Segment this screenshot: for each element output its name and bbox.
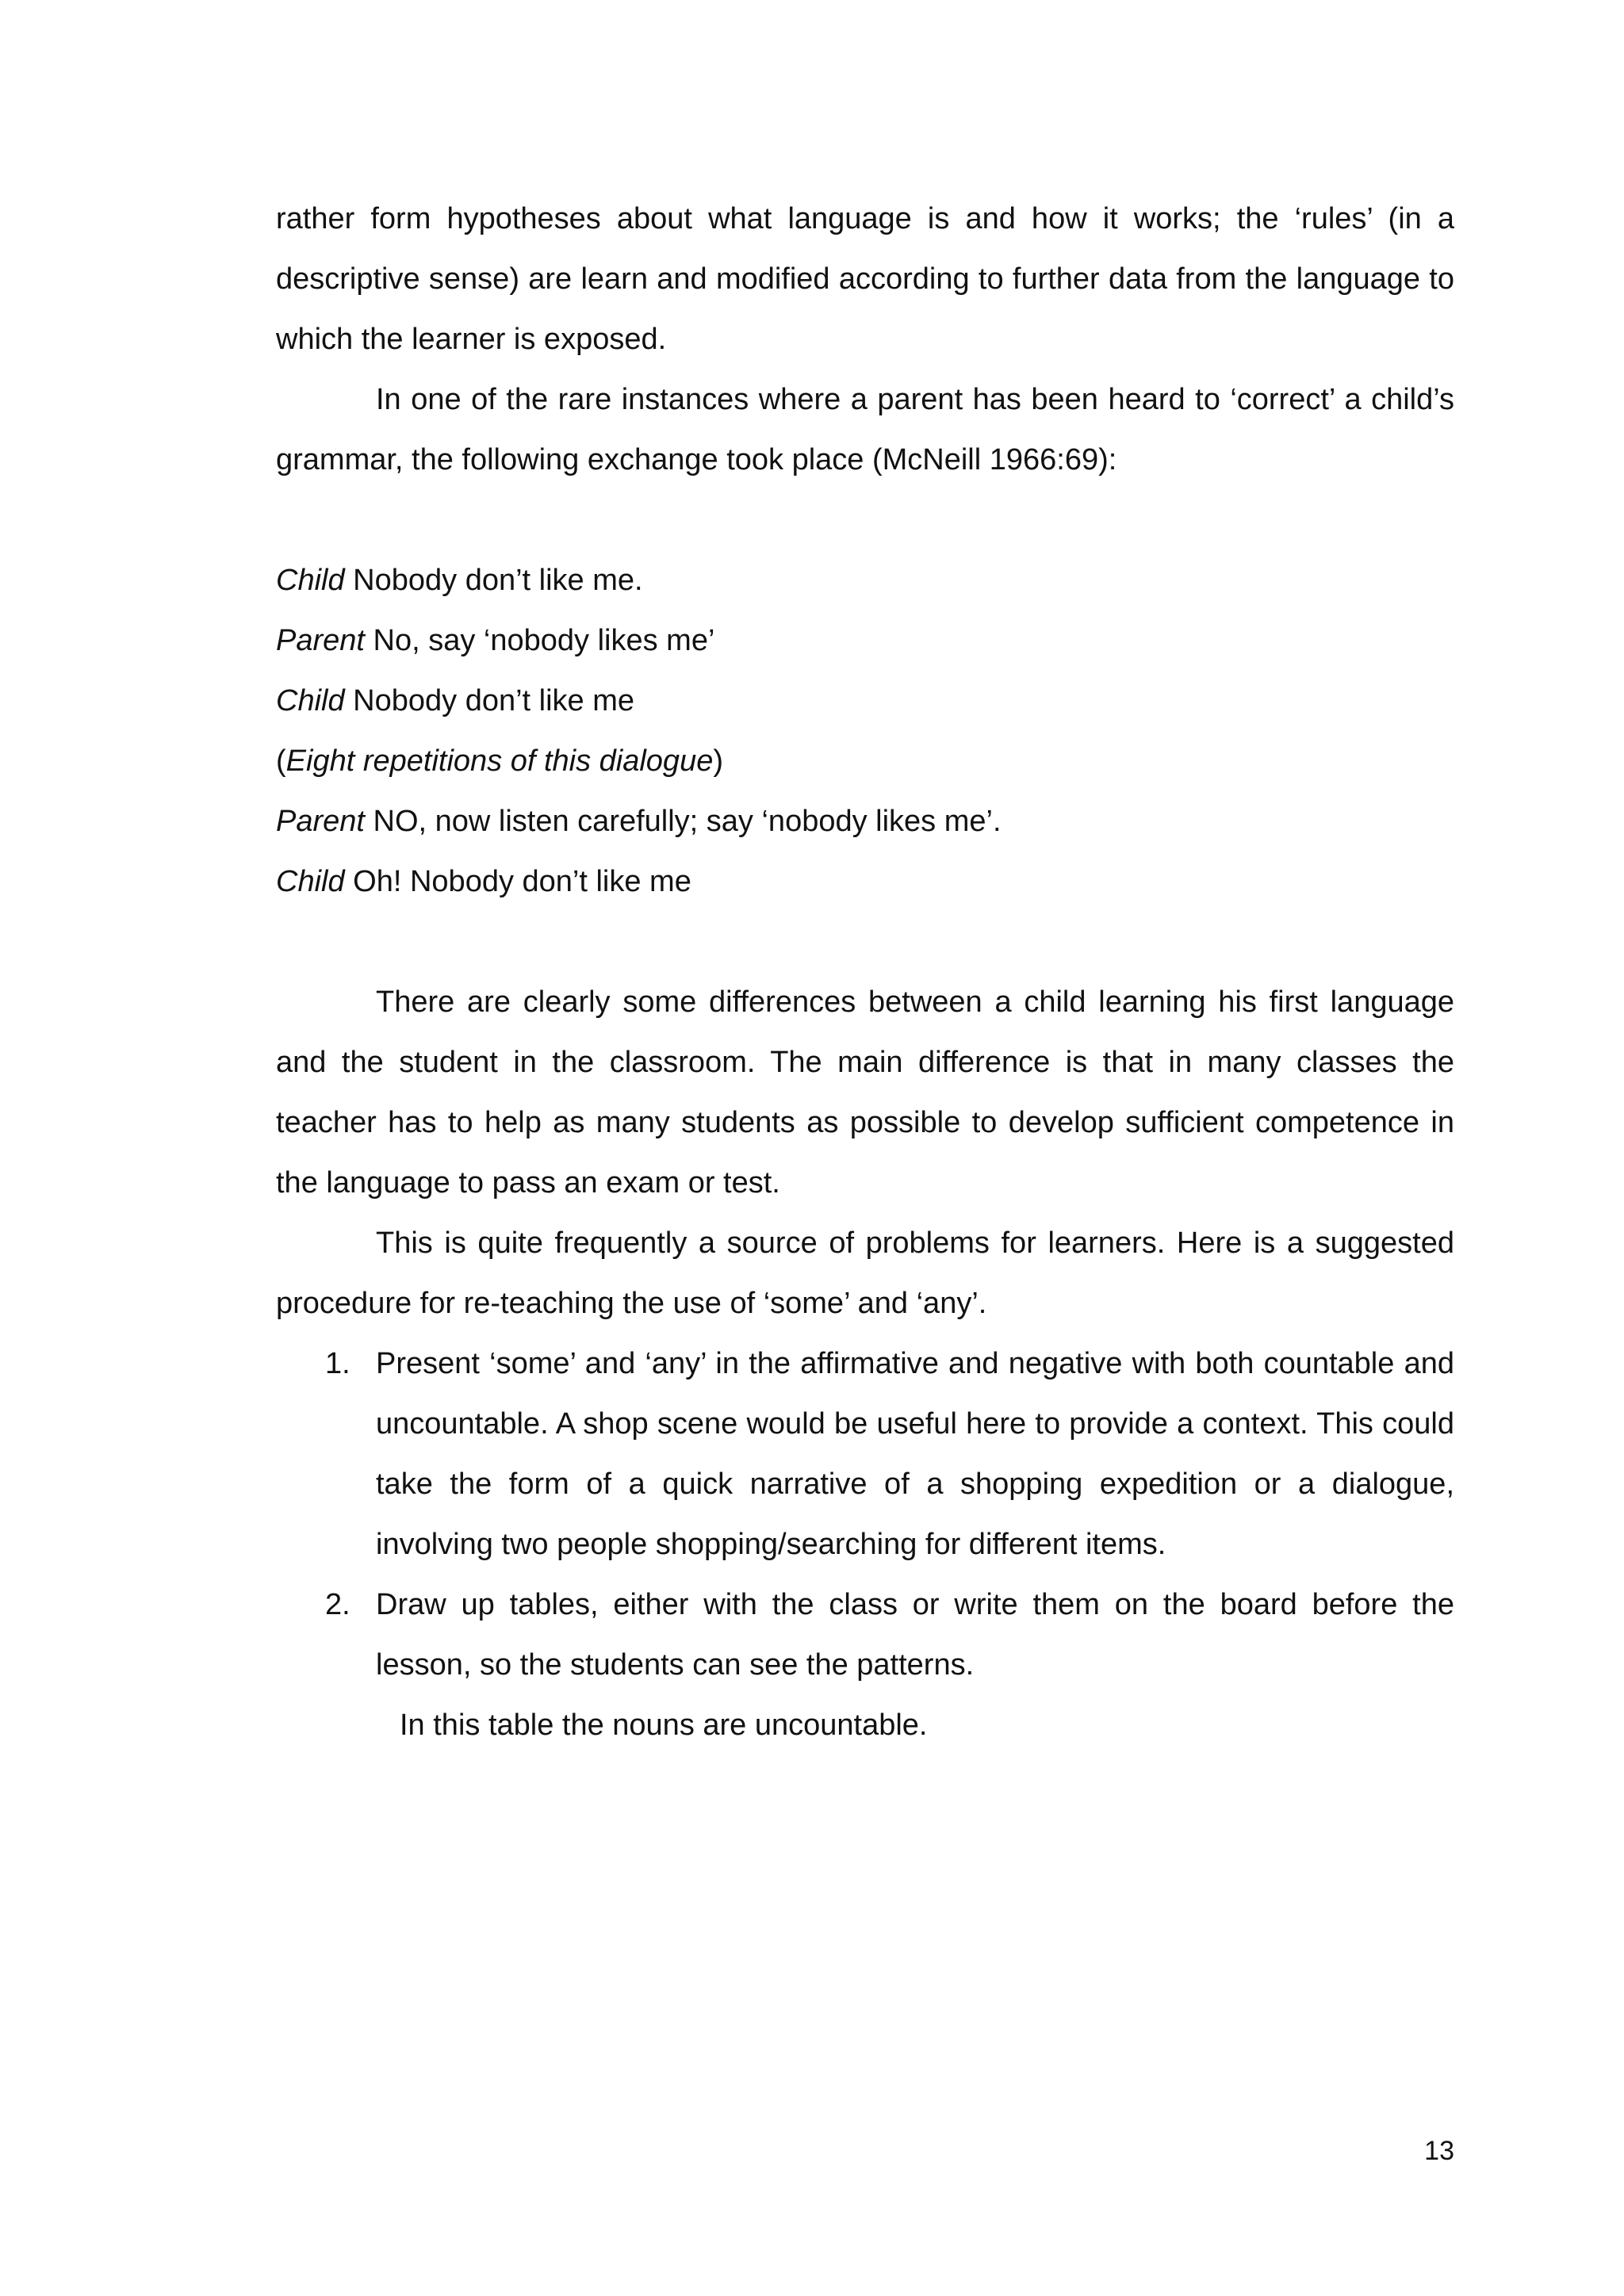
stage-note-text: Eight repetitions of this dialogue — [285, 744, 714, 778]
dialogue-text: Oh! Nobody don’t like me — [353, 865, 691, 898]
paragraph-continuation: rather form hypotheses about what language is and how it works; the ‘rules’ (in a descriptive sense) are learn and modified according to further data from the language to which the learner is exposed. — [276, 202, 1454, 356]
dialogue-text: Nobody don’t like me. — [353, 564, 643, 597]
procedure-steps-list — [276, 1334, 1454, 1695]
list-item-text: Present ‘some’ and ‘any’ in the affirmative and negative with both countable and uncountable. A shop scene would be useful here to provide a context. This could take the form of a quick narrative of a shopping expedition or a dialogue, involving two people shopping/searching for different items. — [376, 1347, 1454, 1561]
dialogue-speaker: Parent — [276, 624, 365, 657]
dialogue-line — [276, 610, 1454, 671]
paragraph-parent-correction: In one of the rare instances where a parent has been heard to ‘correct’ a child’s grammar, the following exchange took place (McNeill 1966:69): — [276, 383, 1454, 476]
dialogue-speaker: Child — [276, 684, 345, 718]
dialogue-text: Nobody don’t like me — [353, 684, 635, 718]
page-body — [276, 189, 1454, 1755]
paragraph-differences: There are clearly some differences between a child learning his first language and the student in the classroom. The main difference is that in many classes the teacher has to help as many students as possible to develop sufficient competence in the language to pass an exam or test. — [276, 985, 1454, 1200]
page-number: 13 — [1424, 2136, 1454, 2166]
dialogue-stage-note — [276, 731, 1454, 791]
dialogue-line — [276, 791, 1454, 851]
list-item — [276, 1334, 1454, 1575]
paragraph-procedure: This is quite frequently a source of problems for learners. Here is a suggested procedure for re-teaching the use of ‘some’ and ‘any’. — [276, 1226, 1454, 1320]
spacer — [276, 490, 1454, 550]
dialogue-speaker: Parent — [276, 805, 365, 838]
table-note: In this table the nouns are uncountable. — [400, 1709, 928, 1742]
list-item-number: 1. — [325, 1347, 350, 1380]
dialogue-text: No, say ‘nobody likes me’ — [373, 624, 715, 657]
spacer — [276, 912, 1454, 972]
dialogue-block — [276, 550, 1454, 912]
dialogue-speaker: Child — [276, 564, 345, 597]
paren-close: ) — [713, 744, 723, 778]
paren-open: ( — [276, 744, 286, 778]
list-item-text: Draw up tables, either with the class or write them on the board before the lesson, so the students can see the patterns. — [376, 1588, 1454, 1682]
dialogue-speaker: Child — [276, 865, 345, 898]
dialogue-line — [276, 851, 1454, 912]
dialogue-text: NO, now listen carefully; say ‘nobody likes me’. — [373, 805, 1002, 838]
dialogue-line — [276, 550, 1454, 610]
list-item-number: 2. — [325, 1588, 350, 1621]
list-item — [276, 1575, 1454, 1695]
dialogue-line — [276, 671, 1454, 731]
